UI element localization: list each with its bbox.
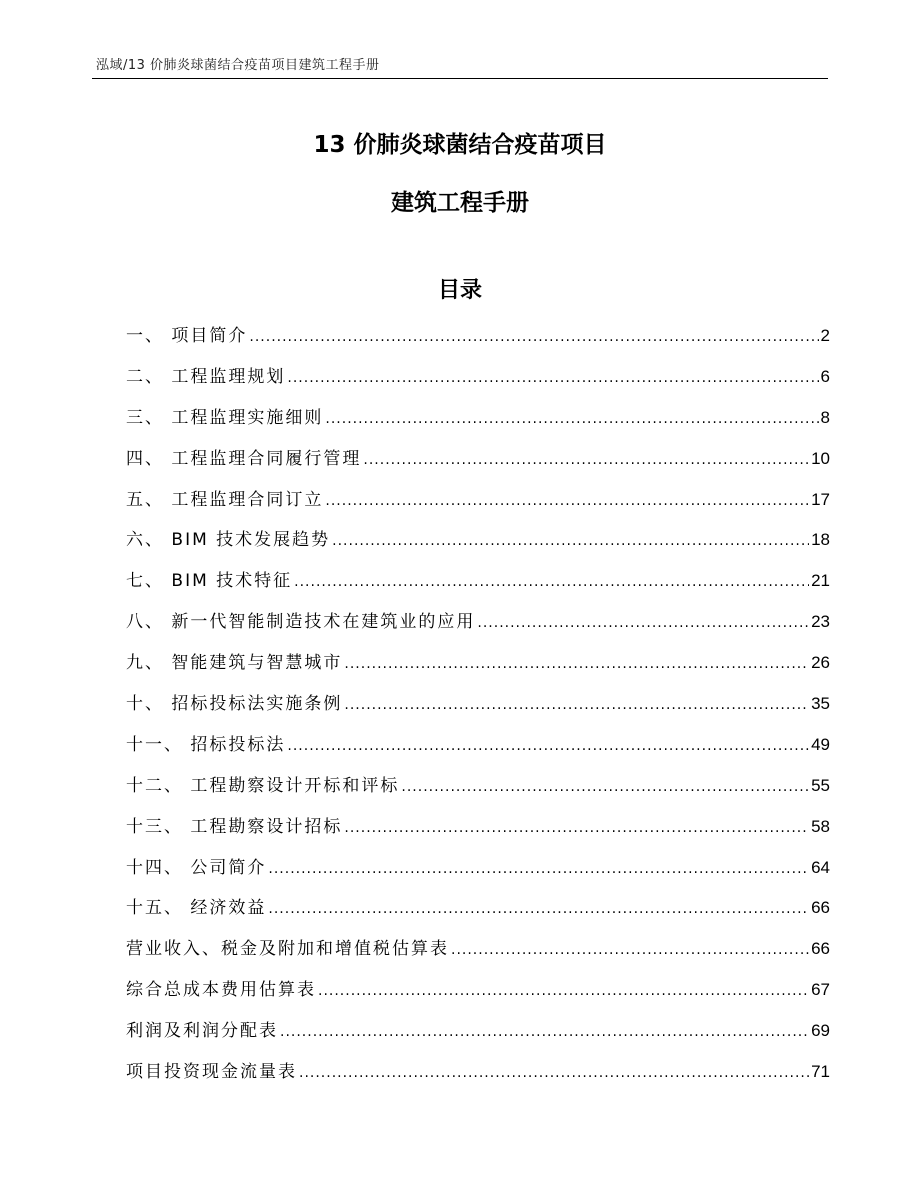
toc-entry-19[interactable] [126,1058,830,1099]
toc-entry-title: 工程监理实施细则 [171,407,324,428]
toc-dot-leader [268,895,809,923]
toc-entry-title: 工程监理合同订立 [171,489,324,510]
document-title-line1: 13 价肺炎球菌结合疫苗项目 [313,132,607,158]
toc-entry-16[interactable] [126,935,830,976]
toc-entry-11[interactable] [126,731,830,772]
toc-entry-page: 6 [820,366,830,386]
toc-entry-page: 8 [820,407,830,427]
toc-entry-title: 营业收入、税金及附加和增值税估算表 [126,939,449,960]
toc-entry-page: 49 [811,734,830,754]
toc-entry-page: 18 [811,530,830,550]
toc-entry-number: 五、 [126,489,172,510]
toc-dot-leader [287,364,818,392]
toc-entry-number: 十四、 [126,857,191,878]
toc-entry-title: 招标投标法实施条例 [171,694,343,715]
toc-dot-leader [280,1018,809,1046]
toc-entry-page: 58 [811,816,830,836]
toc-entry-number: 三、 [126,407,172,428]
toc-entry-1[interactable] [126,322,830,363]
toc-entry-number: 一、 [126,326,172,346]
toc-entry-number: 二、 [126,366,172,387]
toc-dot-leader [268,855,809,883]
toc-dot-leader [363,446,809,474]
toc-entry-7[interactable] [126,567,830,608]
toc-entry-title: 公司简介 [190,857,267,878]
document-title-line2: 建筑工程手册 [391,190,529,216]
toc-entry-12[interactable] [126,772,830,813]
toc-dot-leader [325,405,818,433]
toc-entry-title: 工程勘察设计招标 [190,816,343,837]
toc-entry-title: 工程监理规划 [171,366,286,387]
toc-dot-leader [325,487,809,515]
toc-entry-page: 66 [811,939,830,959]
toc-entry-15[interactable] [126,894,830,935]
toc-dot-leader [344,650,809,678]
table-of-contents [126,322,830,1099]
toc-entry-page: 17 [811,489,830,509]
toc-entry-title: 工程监理合同履行管理 [171,448,362,469]
toc-entry-18[interactable] [126,1017,830,1058]
toc-entry-page: 66 [811,898,830,918]
toc-dot-leader [451,936,809,964]
toc-entry-14[interactable] [126,854,830,895]
toc-entry-number: 六、 [126,530,172,551]
toc-entry-title: 利润及利润分配表 [126,1021,278,1042]
toc-entry-8[interactable] [126,608,830,649]
toc-dot-leader [299,1059,809,1087]
toc-entry-number: 十五、 [126,898,191,919]
toc-dot-leader [249,323,818,351]
toc-entry-title: BIM 技术发展趋势 [171,530,331,551]
toc-entry-number: 十、 [126,694,172,715]
toc-entry-17[interactable] [126,976,830,1017]
toc-dot-leader [344,691,809,719]
toc-entry-title: 项目投资现金流量表 [126,1062,297,1083]
toc-entry-4[interactable] [126,445,830,486]
toc-entry-page: 67 [811,980,830,1000]
toc-entry-9[interactable] [126,649,830,690]
toc-dot-leader [344,814,809,842]
toc-entry-page: 55 [811,775,830,795]
toc-heading: 目录 [437,278,482,303]
toc-dot-leader [332,527,809,555]
toc-entry-title: 工程勘察设计开标和评标 [190,775,400,796]
toc-entry-page: 71 [811,1062,830,1082]
toc-entry-number: 九、 [126,653,172,674]
toc-entry-page: 69 [811,1021,830,1041]
toc-entry-page: 23 [811,612,830,632]
toc-entry-title: BIM 技术特征 [171,571,293,592]
running-header: 泓域/13 价肺炎球菌结合疫苗项目建筑工程手册 [96,58,380,73]
toc-entry-page: 21 [811,571,830,591]
toc-dot-leader [287,732,809,760]
toc-entry-title: 智能建筑与智慧城市 [171,653,343,674]
toc-entry-number: 十二、 [126,775,191,796]
toc-entry-title: 招标投标法 [190,734,286,755]
toc-entry-3[interactable] [126,404,830,445]
toc-entry-6[interactable] [126,526,830,567]
toc-dot-leader [477,609,809,637]
toc-dot-leader [401,773,809,801]
toc-entry-title: 经济效益 [190,898,267,919]
header-divider [92,78,828,79]
toc-entry-page: 35 [811,694,830,714]
toc-entry-title: 新一代智能制造技术在建筑业的应用 [171,612,476,633]
toc-entry-number: 八、 [126,612,172,633]
toc-entry-page: 64 [811,857,830,877]
toc-entry-13[interactable] [126,813,830,854]
toc-entry-number: 七、 [126,571,172,592]
toc-entry-page: 26 [811,653,830,673]
toc-dot-leader [318,977,809,1005]
toc-entry-2[interactable] [126,363,830,404]
toc-dot-leader [294,568,809,596]
toc-entry-number: 十一、 [126,734,191,755]
toc-entry-page: 10 [811,448,830,468]
toc-entry-number: 四、 [126,448,172,469]
toc-entry-10[interactable] [126,690,830,731]
toc-entry-number: 十三、 [126,816,191,837]
toc-entry-title: 项目简介 [171,326,248,346]
toc-entry-page: 2 [820,326,830,345]
toc-entry-title: 综合总成本费用估算表 [126,980,316,1001]
toc-entry-5[interactable] [126,486,830,527]
